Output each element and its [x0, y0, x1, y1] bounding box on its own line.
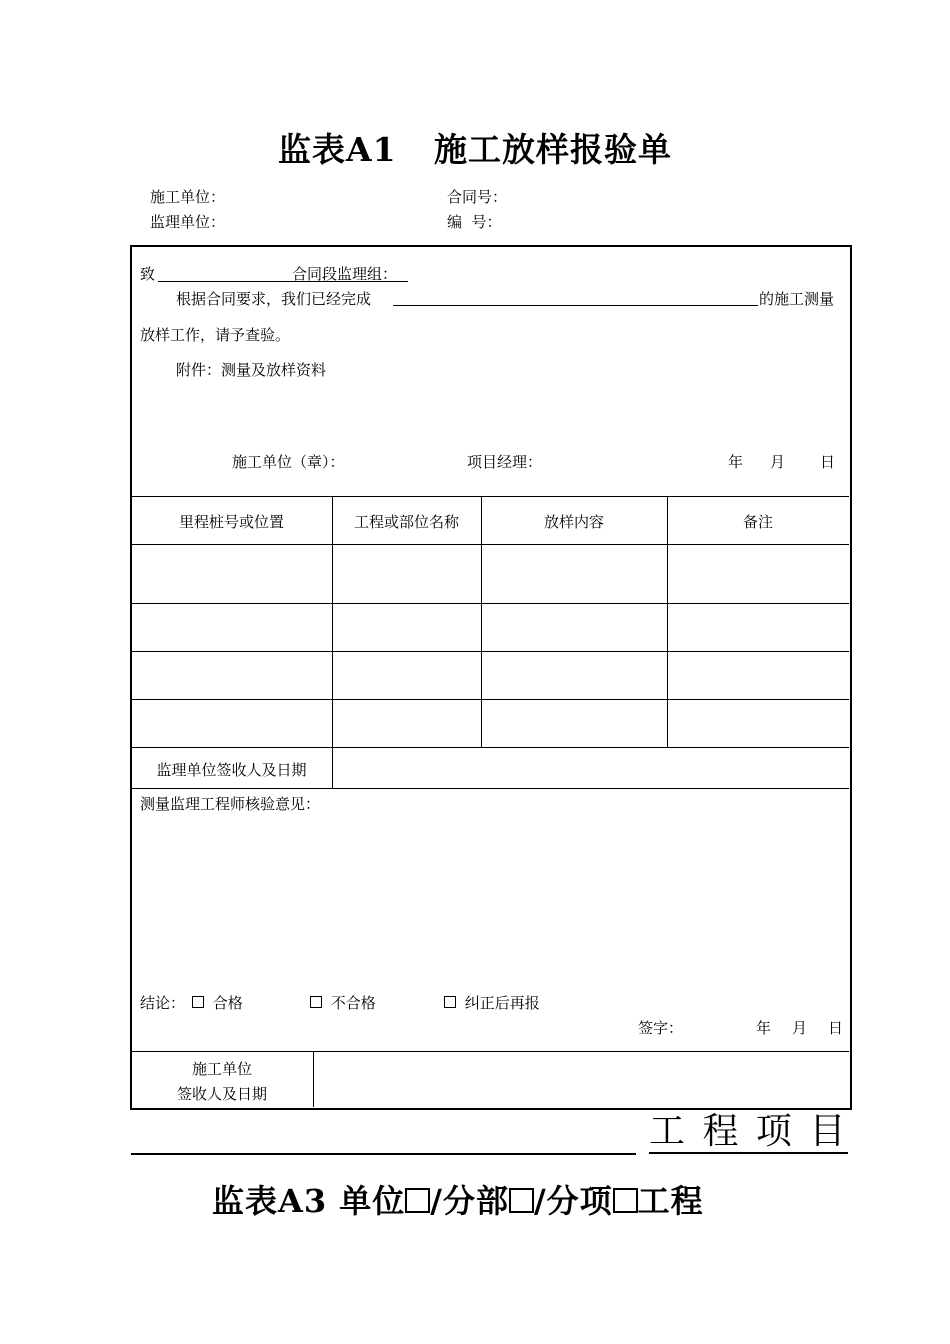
manager-label: 项目经理：: [467, 453, 543, 471]
review-bottom-line: [131, 1051, 849, 1052]
table-row[interactable]: [132, 700, 848, 746]
sign-label: 签字：: [638, 1019, 684, 1037]
contractor-receipt-line1: 施工单位: [191, 1060, 252, 1078]
date-month: 月: [770, 453, 786, 471]
supervisor-label: 监理单位：: [150, 213, 226, 231]
receipt-divider: [332, 747, 333, 788]
sign-day: 日: [828, 1019, 844, 1037]
contract-no-label: 合同号：: [447, 188, 508, 206]
number-label: 编 号：: [447, 213, 502, 231]
date-day: 日: [820, 453, 836, 471]
form-code: 监表A1: [277, 130, 397, 169]
option-resubmit[interactable]: 纠正后再报: [444, 992, 540, 1013]
form-title: 施工放样报验单: [434, 130, 673, 169]
sign-month: 月: [792, 1019, 808, 1037]
stamp-label: 施工单位（章）：: [232, 453, 345, 471]
supervisor-receipt-field[interactable]: [334, 749, 848, 787]
project-name-line: [131, 1153, 636, 1155]
body-suffix: 的施工测量: [759, 290, 835, 308]
checkbox-icon[interactable]: [310, 996, 322, 1008]
table-top-line: [131, 496, 849, 497]
body-line2: 放样工作，请予查验。: [140, 326, 291, 344]
next-form-title: 监表A3 单位 /分部 /分项 工程: [212, 1182, 704, 1220]
group-label: 合同段监理组：: [292, 265, 398, 283]
checkbox-icon: [405, 1188, 430, 1213]
table-row[interactable]: [132, 545, 848, 602]
sign-year: 年: [756, 1019, 772, 1037]
to-label: 致: [140, 265, 156, 283]
row4-line: [131, 747, 849, 748]
contractor-receipt-field[interactable]: [315, 1053, 848, 1106]
receipt-line: [131, 788, 849, 789]
contractor-receipt-line2: 签收人及日期: [176, 1085, 267, 1103]
header-location: 里程桩号或位置: [178, 513, 284, 531]
project-label: 工 程 项 目: [649, 1111, 849, 1152]
option-pass[interactable]: 合格: [192, 992, 243, 1013]
conclusion-label: 结论：: [140, 994, 186, 1012]
checkbox-icon[interactable]: [192, 996, 204, 1008]
header-remarks: 备注: [742, 513, 773, 531]
attachment: 附件：测量及放样资料: [176, 361, 327, 379]
contractor-label: 施工单位：: [150, 188, 226, 206]
page-title: [0, 124, 950, 171]
header-part-name: 工程或部位名称: [353, 513, 459, 531]
supervisor-receipt-label: 监理单位签收人及日期: [156, 761, 307, 779]
table-row[interactable]: [132, 652, 848, 698]
checkbox-icon: [509, 1188, 534, 1213]
checkbox-icon[interactable]: [444, 996, 456, 1008]
option-fail[interactable]: 不合格: [310, 992, 376, 1013]
body-prefix: 根据合同要求，我们已经完成: [176, 290, 372, 308]
contractor-divider: [313, 1051, 314, 1107]
header-content: 放样内容: [543, 513, 604, 531]
checkbox-icon: [613, 1188, 638, 1213]
date-year: 年: [728, 453, 744, 471]
review-label: 测量监理工程师核验意见：: [140, 795, 321, 813]
work-blank[interactable]: [393, 305, 758, 306]
table-row[interactable]: [132, 604, 848, 650]
